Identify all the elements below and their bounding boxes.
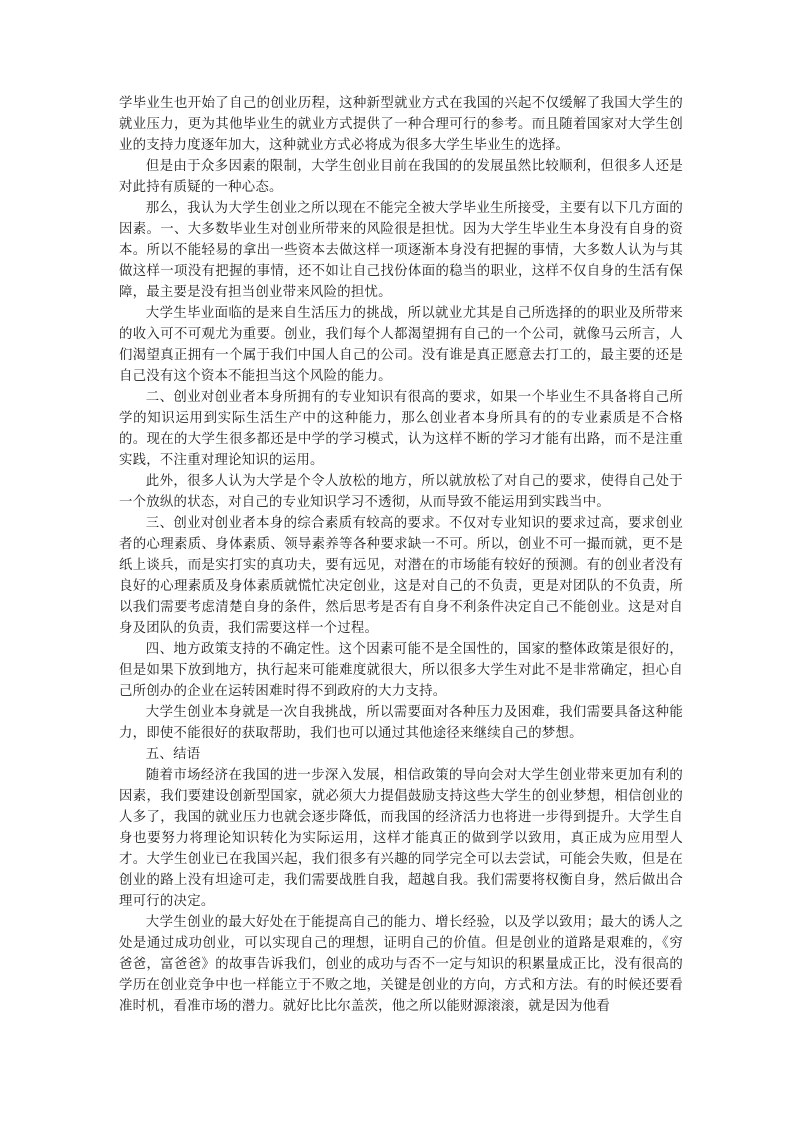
paragraph-conclusion-benefits: 大学生创业的最大好处在于能提高自己的能力、增长经验，以及学以致用；最大的诱人之处是通过成功创业，可以实现自己的理想，证明自己的价值。但是创业的道路是艰难的，《穷爸爸，富爸爸》的故事告诉我们，创业的成功与否不一定与知识的积累量成正比，没有很高的学历在创业竞争中也一样能立于不败之地，关键是创业的方向，方式和方法。有的时候还要看准时机，看准市场的潜力。就好比比尔盖茨，他之所以能财源滚滚，就是因为他看	[119, 915, 683, 1014]
paragraph-doubts: 但是由于众多因素的限制，大学生创业目前在我国的的发展虽然比较顺利，但很多人还是对此持有质疑的一种心态。	[119, 159, 683, 195]
paragraph-conclusion-market: 随着市场经济在我国的进一步深入发展，相信政策的导向会对大学生创业带来更加有利的因素，我们要建设创新型国家，就必须大力提倡鼓励支持这些大学生的创业梦想，相信创业的人多了，我国的就业压力也就会逐步降低，而我国的经济活力也将进一步得到提升。大学生自身也要努力将理论知识转化为实际运用，这样才能真正的做到学以致用，真正成为应用型人才。大学生创业已在我国兴起，我们很多有兴趣的同学完全可以去尝试，可能会失败，但是在创业的路上没有坦途可走，我们需要战胜自我，超越自我。我们需要将权衡自身，然后做出合理可行的决定。	[119, 768, 683, 909]
paragraph-self-challenge: 大学生创业本身就是一次自我挑战，所以需要面对各种压力及困难，我们需要具备这种能力，即使不能很好的获取帮助，我们也可以通过其他途径来继续自己的梦想。	[119, 705, 683, 741]
paragraph-relaxation: 此外，很多人认为大学是个令人放松的地方，所以就放松了对自己的要求，使得自己处于一个放纵的状态，对自己的专业知识学习不透彻，从而导致不能运用到实践当中。	[119, 474, 683, 510]
paragraph-continued-intro: 学毕业生也开始了自己的创业历程，这种新型就业方式在我国的兴起不仅缓解了我国大学生的就业压力，更为其他毕业生的就业方式提供了一种合理可行的参考。而且随着国家对大学生创业的支持力度逐年加大，这种就业方式必将成为很多大学生毕业生的选择。	[119, 96, 683, 153]
paragraph-reason-one-risk: 那么，我认为大学生创业之所以现在不能完全被大学毕业生所接受，主要有以下几方面的因素。一、大多数毕业生对创业所带来的风险很是担忧。因为大学生毕业生本身没有自身的资本。所以不能轻易的拿出一些资本去做这样一项逐渐本身没有把握的事情，大多数人认为与其做这样一项没有把握的事情，还不如让自己找份体面的稳当的职业，这样不仅自身的生活有保障，最主要是没有担当创业带来风险的担忧。	[119, 201, 683, 300]
paragraph-reason-two-knowledge: 二、创业对创业者本身所拥有的专业知识有很高的要求，如果一个毕业生不具备将自己所学的知识运用到实际生活生产中的这种能力，那么创业者本身所具有的的专业素质是不合格的。现在的大学生很多都还是中学的学习模式，认为这样不断的学习才能有出路，而不是注重实践，不注重对理论知识的运用。	[119, 390, 683, 468]
paragraph-life-pressure: 大学生毕业面临的是来自生活压力的挑战，所以就业尤其是自己所选择的的职业及所带来的收入可不可观尤为重要。创业，我们每个人都渴望拥有自己的一个公司，就像马云所言，人们渴望真正拥有一个属于我们中国人自己的公司。没有谁是真正愿意去打工的，最主要的还是自己没有这个资本不能担当这个风险的能力。	[119, 306, 683, 384]
document-page	[119, 93, 683, 1017]
paragraph-reason-four-policy: 四、地方政策支持的不确定性。这个因素可能不是全国性的，国家的整体政策是很好的，但是如果下放到地方，执行起来可能难度就很大，所以很多大学生对此不是非常确定，担心自己所创办的企业在运转困难时得不到政府的大力支持。	[119, 642, 683, 699]
section-heading-conclusion: 五、结语	[145, 747, 201, 762]
paragraph-reason-three-quality: 三、创业对创业者本身的综合素质有较高的要求。不仅对专业知识的要求过高，要求创业者的心理素质、身体素质、领导素养等各种要求缺一不可。所以，创业不可一撮而就，更不是纸上谈兵，而是实打实的真功夫，要有远见，对潜在的市场能有较好的预测。有的创业者没有良好的心理素质及身体素质就慌忙决定创业，这是对自己的不负责，更是对团队的不负责，所以我们需要考虑清楚自身的条件，然后思考是否有自身不利条件决定自己不能创业。这是对自身及团队的负责，我们需要这样一个过程。	[119, 516, 683, 636]
